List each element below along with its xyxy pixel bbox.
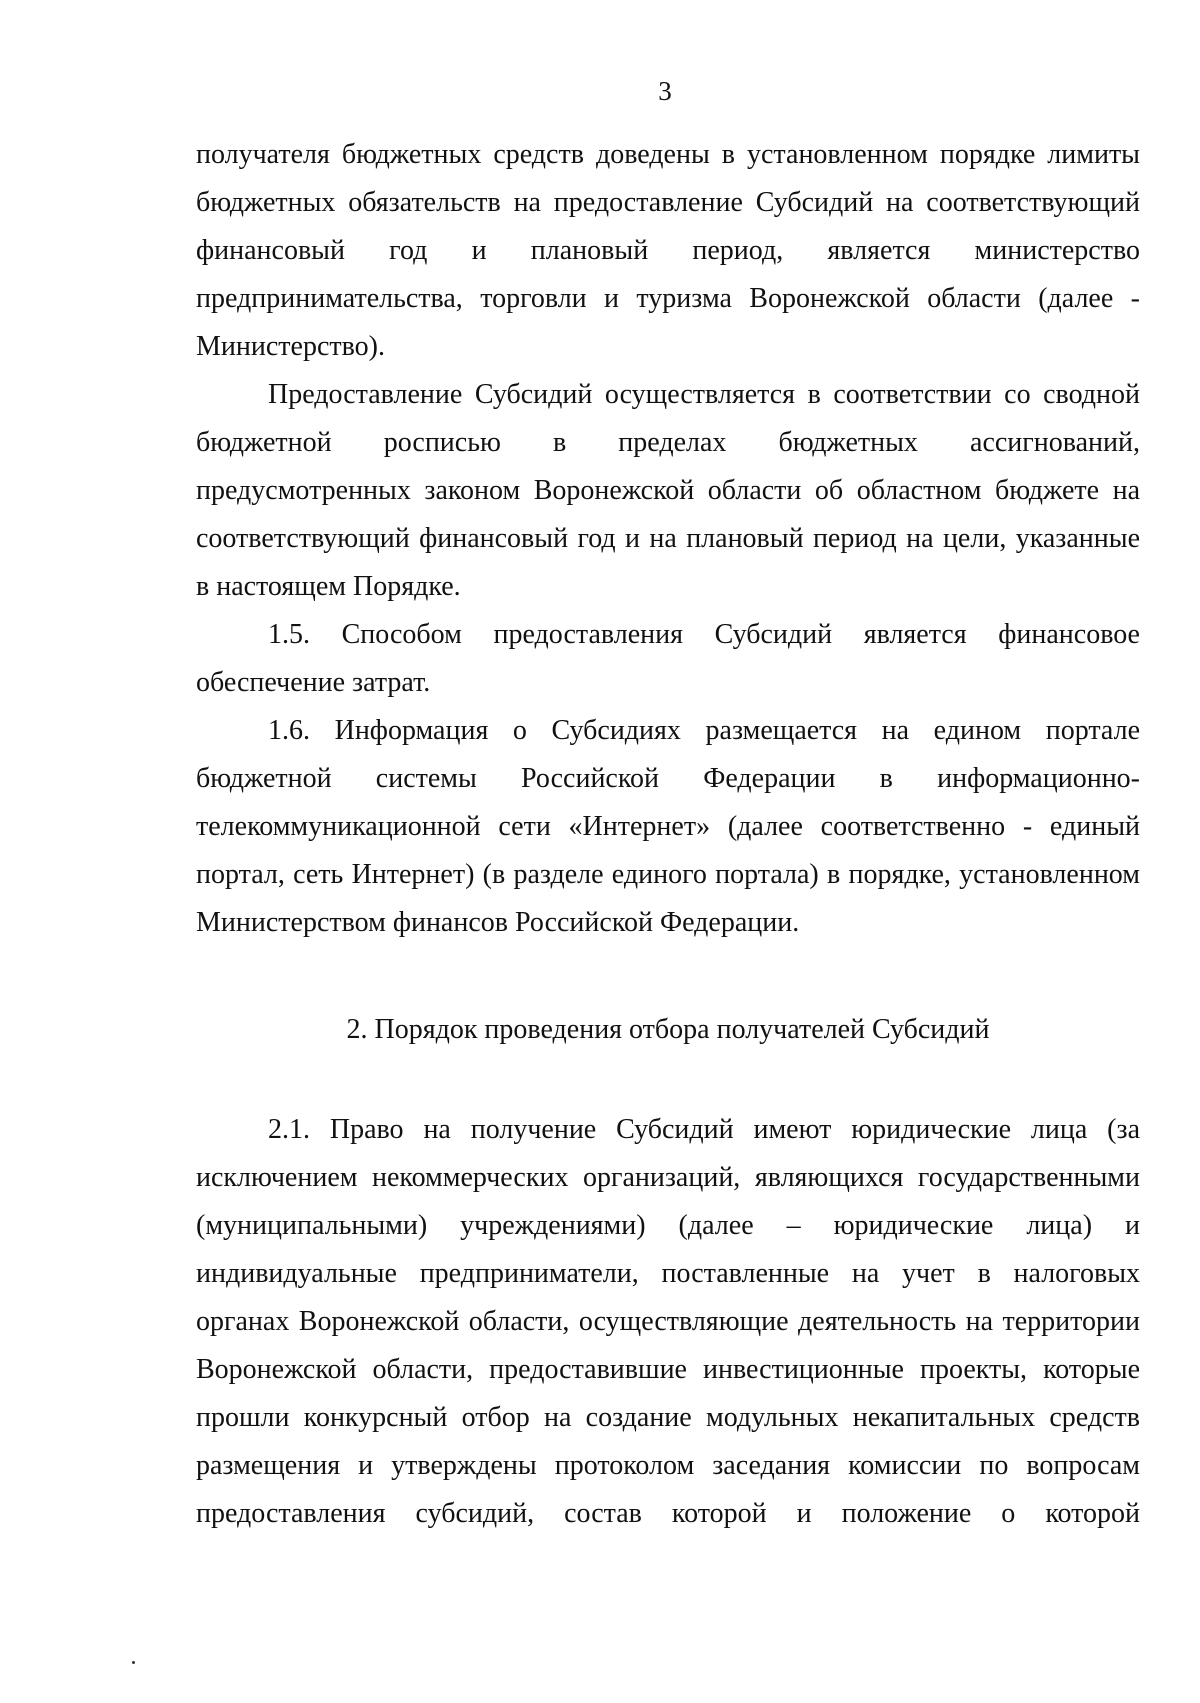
text-line: бюджетной росписью в пределах бюджетных ассигнований, [196,427,1140,458]
text-line: Министерство). [196,331,385,362]
paragraph-1-6 [196,707,1140,947]
text-line: (муниципальными) учреждениями) (далее – юридические лица) и [196,1210,1140,1241]
text-line: 1.6. Информация о Субсидиях размещается на едином портале [268,715,1140,746]
text-line: Воронежской области, предоставившие инвестиционные проекты, которые [196,1354,1140,1385]
text-line: размещения и утверждены протоколом заседания комиссии по вопросам [196,1450,1140,1481]
text-line: прошли конкурсный отбор на создание модульных некапитальных средств [196,1402,1140,1433]
paragraph-1-5 [196,611,1140,707]
text-line: предпринимательства, торговли и туризма Воронежской области (далее - [196,283,1140,314]
text-line: предусмотренных законом Воронежской области об областном бюджете на [196,475,1140,506]
text-line: органах Воронежской области, осуществляющие деятельность на территории [196,1306,1140,1337]
paragraph-1 [196,131,1140,371]
text-line: 1.5. Способом предоставления Субсидий является финансовое [268,619,1140,650]
paragraph-2-1 [196,1106,1140,1538]
text-line: получателя бюджетных средств доведены в установленном порядке лимиты [196,139,1140,170]
text-line: Министерством финансов Российской Федерации. [196,907,800,938]
text-line: портал, сеть Интернет) (в разделе единого портала) в порядке, установленном [196,859,1140,890]
paragraph-2 [196,371,1140,611]
text-line: предоставления субсидий, состав которой и положение о которой [196,1498,1140,1529]
text-line: обеспечение затрат. [196,667,431,698]
text-line: бюджетной системы Российской Федерации в информационно- [196,763,1140,794]
text-line: в настоящем Порядке. [196,571,461,602]
text-line: телекоммуникационной сети «Интернет» (далее соответственно - единый [196,811,1140,842]
page-number: 3 [658,76,672,106]
text-line: индивидуальные предприниматели, поставленные на учет в налоговых [196,1258,1140,1289]
section-heading: 2. Порядок проведения отбора получателей Субсидий [346,1014,990,1045]
text-line: финансовый год и плановый период, является министерство [196,235,1140,266]
text-line: соответствующий финансовый год и на плановый период на цели, указанные [196,523,1140,554]
text-line: бюджетных обязательств на предоставление Субсидий на соответствующий [196,187,1140,218]
text-line: исключением некоммерческих организаций, являющихся государственными [196,1162,1140,1193]
scan-speck [132,1661,135,1664]
text-line: 2.1. Право на получение Субсидий имеют юридические лица (за [268,1114,1140,1145]
text-line: Предоставление Субсидий осуществляется в соответствии со сводной [268,379,1140,410]
